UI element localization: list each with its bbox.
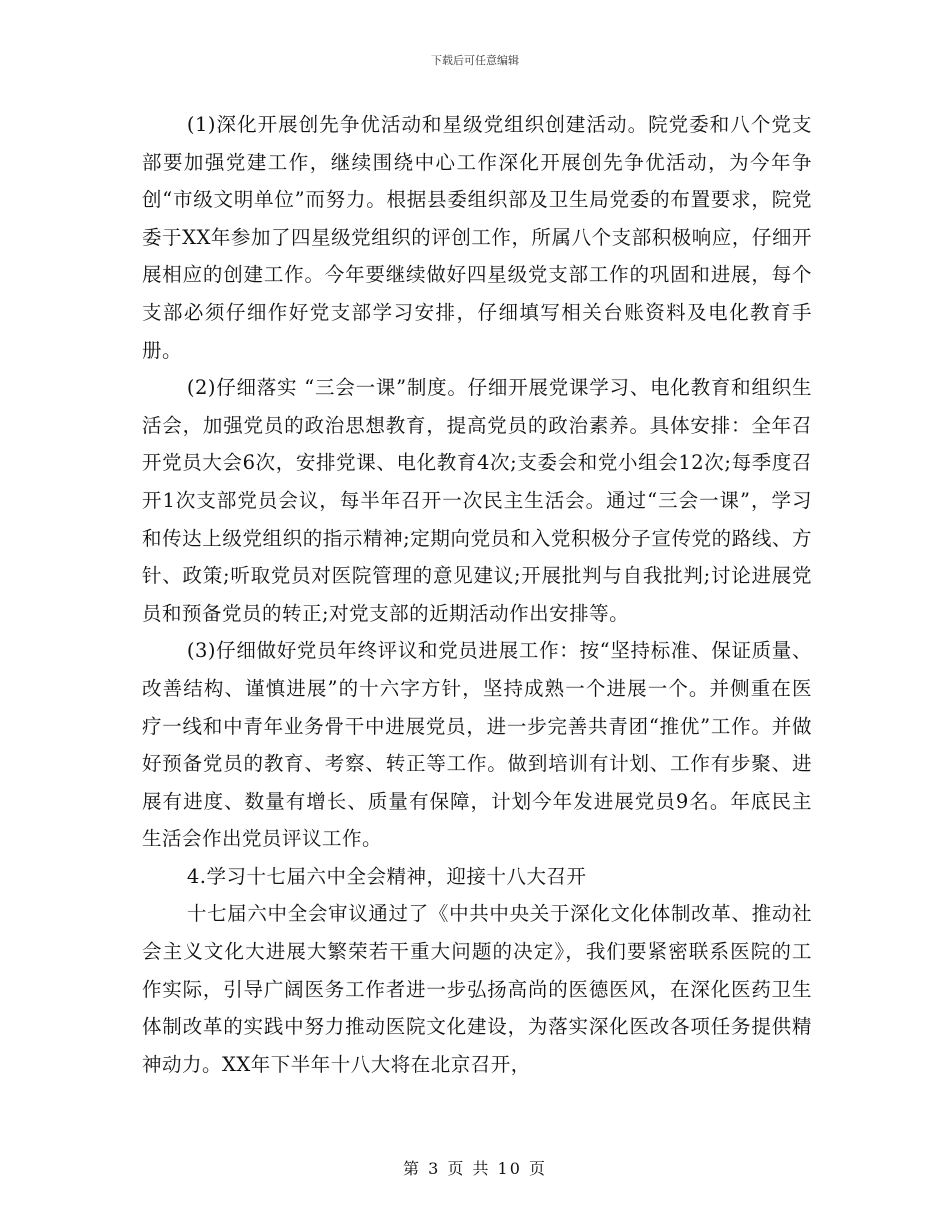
page-number: 第 3 页 共 10 页 — [403, 1159, 547, 1178]
paragraph-2: (2)仔细落实 “三会一课”制度。仔细开展党课学习、电化教育和组织生活会，加强党员的政治思想教育，提高党员的政治素养。具体安排：全年召开党员大会6次，安排党课、电化教育4次;支委会和党小组会12次;每季度召开1次支部党员会议，每半年召开一次民主生活会。通过“三会一课”，学习和传达上级党组织的指示精神;定期向党员和入党积极分子宣传党的路线、方针、政策;听取党员对医院管理的意见建议;开展批判与自我批判;讨论进展党员和预备党员的转正;对党支部的近期活动作出安排等。 — [142, 376, 812, 625]
paragraph-3: (3)仔细做好党员年终评议和党员进展工作：按“坚持标准、保证质量、改善结构、谨慎进展”的十六字方针，坚持成熟一个进展一个。并侧重在医疗一线和中青年业务骨干中进展党员，进一步完善共青团“推优”工作。并做好预备党员的教育、考察、转正等工作。做到培训有计划、工作有步聚、进展有进度、数量有增长、质量有保障，计划今年发进展党员9名。年底民主生活会作出党员评议工作。 — [142, 639, 812, 851]
section-heading-4: 4.学习十七届六中全会精神，迎接十八大召开 — [186, 864, 587, 888]
paragraph-1: (1)深化开展创先争优活动和星级党组织创建活动。院党委和八个党支部要加强党建工作，继续围绕中心工作深化开展创先争优活动，为今年争创“市级文明单位”而努力。根据县委组织部及卫生局党委的布置要求，院党委于XX年参加了四星级党组织的评创工作，所属八个支部积极响应，仔细开展相应的创建工作。今年要继续做好四星级党支部工作的巩固和进展，每个支部必须仔细作好党支部学习安排，仔细填写相关台账资料及电化教育手册。 — [142, 113, 812, 362]
paragraph-5: 十七届六中全会审议通过了《中共中央关于深化文化体制改革、推动社会主义文化大进展大繁荣若干重大问题的决定》，我们要紧密联系医院的工作实际，引导广阔医务工作者进一步弘扬高尚的医德医风，在深化医药卫生体制改革的实践中努力推动医院文化建设，为落实深化医改各项任务提供精神动力。XX年下半年十八大将在北京召开， — [142, 902, 812, 1076]
page-header: 下载后可任意编辑 — [431, 54, 519, 67]
document-body — [142, 106, 812, 1083]
